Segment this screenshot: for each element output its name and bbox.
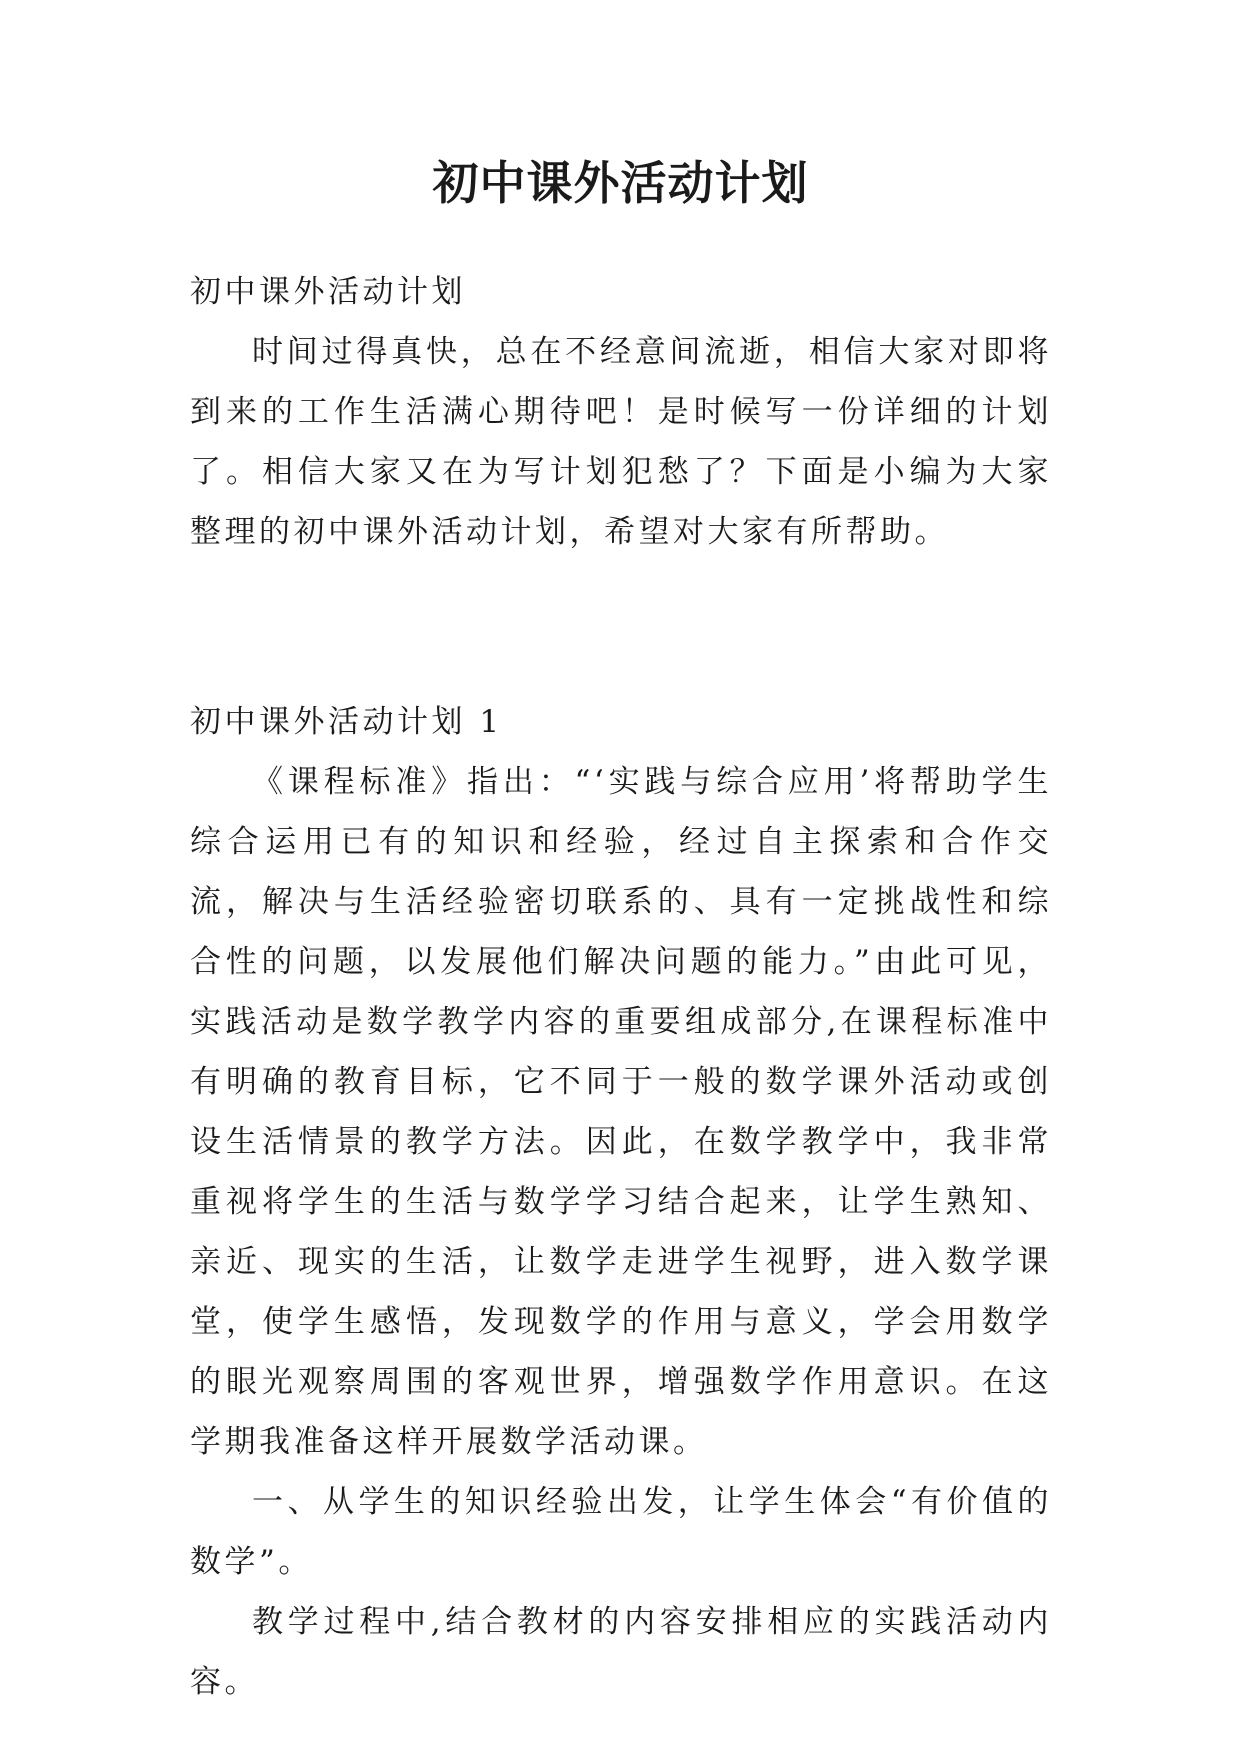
section-1-paragraph-1: 《课程标准》指出：“‘实践与综合应用’将帮助学生综合运用已有的知识和经验，经过自主探索和合作交流，解决与生活经验密切联系的、具有一定挑战性和综合性的问题，以发展他们解决问题的能力。”由此可见，实践活动是数学教学内容的重要组成部分,在课程标准中有明确的教育目标，它不同于一般的数学课外活动或创设生活情景的教学方法。因此，在数学教学中，我非常重视将学生的生活与数学学习结合起来，让学生熟知、亲近、现实的生活，让数学走进学生视野，进入数学课堂，使学生感悟，发现数学的作用与意义，学会用数学的眼光观察周围的客观世界，增强数学作用意识。在这学期我准备这样开展数学活动课。: [190, 764, 1052, 1460]
section-1-heading: 初中课外活动计划 1: [190, 704, 503, 740]
section-1-paragraph-2: 一、从学生的知识经验出发，让学生体会“有价值的数学”。: [190, 1484, 1052, 1580]
intro-heading: 初中课外活动计划: [190, 274, 466, 310]
intro-paragraph: 时间过得真快，总在不经意间流逝，相信大家对即将到来的工作生活满心期待吧！是时候写一份详细的计划了。相信大家又在为写计划犯愁了？下面是小编为大家整理的初中课外活动计划，希望对大家有所帮助。: [190, 334, 1052, 550]
document-title: 初中课外活动计划: [432, 156, 809, 210]
section-1-paragraph-3: 教学过程中,结合教材的内容安排相应的实践活动内容。: [190, 1604, 1052, 1700]
section-1: [190, 692, 1052, 1712]
intro-section: [190, 262, 1052, 562]
